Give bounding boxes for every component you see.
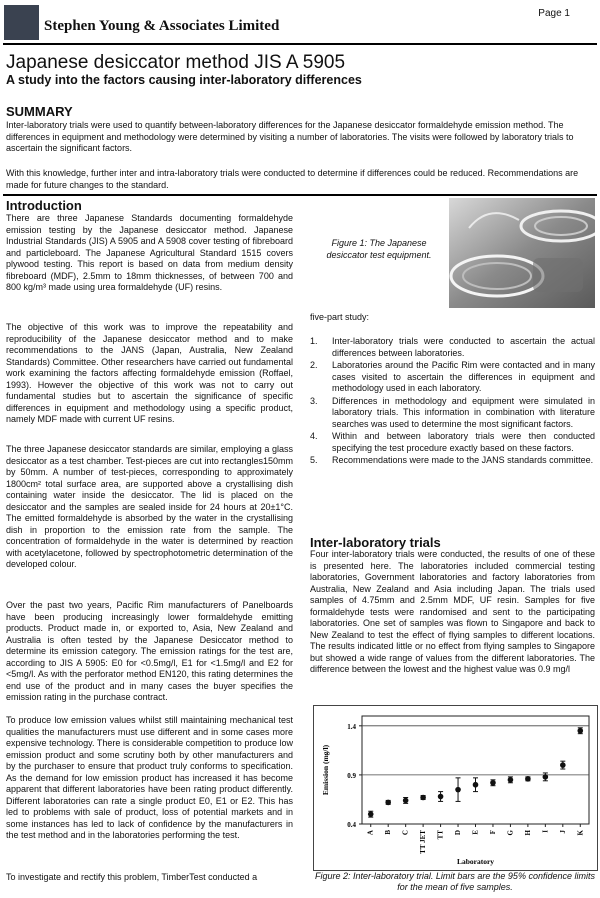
- document-subtitle: A study into the factors causing inter-laboratory differences: [6, 73, 362, 87]
- x-tick-label: H: [523, 830, 532, 836]
- data-point: [560, 762, 566, 768]
- x-tick-label: K: [576, 830, 585, 836]
- data-point: [508, 777, 514, 783]
- y-axis-label: Emission (mg/l): [321, 744, 330, 796]
- y-tick-label: 0.4: [347, 821, 356, 829]
- study-step: [310, 336, 595, 359]
- y-tick-label: 1.4: [347, 722, 356, 731]
- x-tick-label: I: [541, 830, 550, 833]
- chart-svg: [314, 706, 597, 870]
- study-step: [310, 360, 595, 395]
- summary-paragraph-2: With this knowledge, further inter and intra-laboratory trials were conducted to determine if differences could be reduced. Recommendations are made for future changes to the standard.: [6, 168, 579, 190]
- intro-paragraph-4: Over the past two years, Pacific Rim manufacturers of Panelboards have been producing increasingly lower formaldehyde emitting products. Product made in, or exported to, Asia, New Zealand and Australia is often tested by the Japanese Desiccator method to determine its emission category. The emission ratings for the test are, according to JIS A 5905: E0 for <0.5mg/l, E1 for <1.5mg/l and E2 for <5mg/l. As with the perforator method EN120, this rating determines the end use of the product and in many cases the buyer specifies the emission rating in the purchase contract.: [6, 600, 293, 702]
- data-point: [385, 800, 391, 806]
- data-point: [368, 811, 374, 817]
- y-tick-label: 0.9: [347, 771, 356, 780]
- x-tick-label: TT JET: [419, 830, 428, 854]
- step-number: 1.: [310, 336, 318, 346]
- data-point: [473, 782, 479, 788]
- data-point: [543, 774, 549, 780]
- page-number: Page 1: [538, 8, 570, 19]
- step-text: Differences in methodology and equipment were simulated in laboratory trials. This information in combination with literature searches was used to determine the most significant factors.: [332, 395, 595, 429]
- data-point: [577, 728, 583, 734]
- step-number: 3.: [310, 395, 318, 406]
- x-tick-label: B: [384, 830, 393, 835]
- company-logo: [4, 5, 39, 40]
- study-step: [310, 396, 595, 431]
- section-rule: [3, 194, 597, 196]
- study-step: [310, 431, 595, 454]
- x-tick-label: E: [471, 830, 480, 835]
- intro-paragraph-5: To produce low emission values whilst still maintaining mechanical test qualities the manufacturers must use different and in some cases more expensive technology. There is considerable competition to produce low emission product and some scrutiny both by other manufacturers and by the purchaser to ensure that product truly conforms to specification. As the demand for low emission product has increased it has become apparent that different laboratories have been rating product differently. Different laboratories can rate a single product E0, E1 or E2. This has led to problems with sale of product, loss of potential markets and in some instances has led to lack of confidence by the manufacturers in the test method and in the laboratories performing the test.: [6, 715, 293, 840]
- x-tick-label: TT: [436, 830, 445, 840]
- header-rule: [3, 43, 597, 45]
- study-steps: [310, 336, 595, 468]
- data-point: [403, 798, 409, 804]
- document-title: Japanese desiccator method JIS A 5905: [6, 52, 346, 73]
- x-axis-label: Laboratory: [456, 857, 495, 866]
- figure-2-caption: Figure 2: Inter-laboratory trial. Limit bars are the 95% confidence limits for the mean of five samples.: [315, 871, 595, 892]
- step-number: 5.: [310, 455, 318, 465]
- introduction-heading: Introduction: [6, 198, 82, 213]
- plot-frame: [362, 716, 589, 824]
- study-lead: five-part study:: [310, 312, 370, 322]
- step-number: 2.: [310, 360, 318, 370]
- data-point: [525, 776, 531, 782]
- intro-paragraph-1: There are three Japanese Standards documenting formaldehyde emission testing by the Japanese desiccator method. Japanese Industrial Standards (JIS) A 5905 and A 5908 cover testing of fibreboard and particleboard. The Japanese Agricultural Standard 1515 covers plywood testing. This report is based on data from medium density fibreboard (MDF), 2.5mm to 18mm thicknesses, of between 700 and 800 kg/m³ made using urea formaldehyde (UF) resins.: [6, 213, 293, 292]
- step-text: Inter-laboratory trials were conducted to ascertain the actual differences between laboratories.: [332, 336, 595, 358]
- x-tick-label: F: [488, 830, 497, 835]
- trials-heading: Inter-laboratory trials: [310, 535, 441, 550]
- company-name: Stephen Young & Associates Limited: [44, 18, 280, 34]
- figure-1-caption: Figure 1: The Japanese desiccator test equipment.: [326, 238, 432, 260]
- desiccator-photo-art: [449, 198, 595, 308]
- desiccator-photo: [449, 198, 595, 308]
- summary-heading: SUMMARY: [6, 104, 73, 119]
- data-point: [420, 795, 426, 801]
- trials-paragraph: Four inter-laboratory trials were conducted, the results of one of these is presented here. The laboratories included commercial testing laboratories, Government laboratories and factory laboratories from Australia, New Zealand and Asia including Japan. The trials used samples of 4.75mm and 2.5mm MDF, UF resin. Samples for five formaldehyde tests were randomised and sent to the participating laboratories. One set of samples was flown to Singapore and back to New Zealand to test the effect of flying samples to different locations. The results indicated little or no effect from flying samples to Singapore but showed a wide range of values from the different laboratories. The difference between the lowest and the highest value was 0.9 mg/l: [310, 549, 595, 674]
- summary-paragraph-1: Inter-laboratory trials were used to quantify between-laboratory differences for the Japanese desiccator formaldehyde emission method. The differences in equipment and methodology were determined by visiting a number of laboratories. The visits were followed by laboratory trials to ascertain the significant factors.: [6, 120, 574, 153]
- step-text: Laboratories around the Pacific Rim were contacted and in many cases visited to ascertain the differences in equipment and methodology used in each laboratory.: [332, 360, 595, 393]
- data-point: [455, 787, 461, 793]
- x-tick-label: C: [401, 830, 410, 836]
- step-text: Recommendations were made to the JANS standards committee.: [332, 455, 594, 465]
- study-step: [310, 455, 595, 467]
- intro-paragraph-6: To investigate and rectify this problem, TimberTest conducted a: [6, 872, 258, 882]
- x-tick-label: G: [506, 830, 515, 836]
- step-text: Within and between laboratory trials were then conducted specifying the test procedure exactly based on these factors.: [332, 431, 595, 453]
- data-point: [438, 794, 444, 800]
- x-tick-label: J: [558, 830, 567, 834]
- intro-paragraph-3: The three Japanese desiccator standards are similar, employing a glass desiccator as a test chamber. Test-pieces are cut into rectangles150mm by 50mm. A number of test-pieces, corresponding to approximately 1800cm² total surface area, are supported above a crystallising dish containing water inside the desiccator. The lid is placed on the desiccator and the samples are sealed inside for 24 hours at 20±1°C. The emitted formaldehyde is absorbed by the water in the crystallising dish in proportion to the emission rate from the sample. The concentration of formaldehyde in the water is determined by reaction with acetylacetone, followed by spectrophotometric determination of the developed colour.: [6, 444, 293, 569]
- x-tick-label: D: [454, 830, 463, 836]
- x-tick-label: A: [366, 830, 375, 836]
- figure-2-chart: [313, 705, 598, 871]
- intro-paragraph-2: The objective of this work was to improve the repeatability and reproducibility of the Japanese desiccator method and to make recommendations to the JANS (Japan, Australia, New Zealand Standards) Committee. Other researchers have carried out fundamental work examining the factors affecting formaldehyde emission (Roffael, 1993). However the objective of this work was not to carry out fundamental studies but to ascertain the significance of specific differences in equipment and methodology using a specific product, namely MDF made with current UF resins.: [6, 322, 293, 424]
- step-number: 4.: [310, 431, 318, 441]
- data-point: [490, 780, 496, 786]
